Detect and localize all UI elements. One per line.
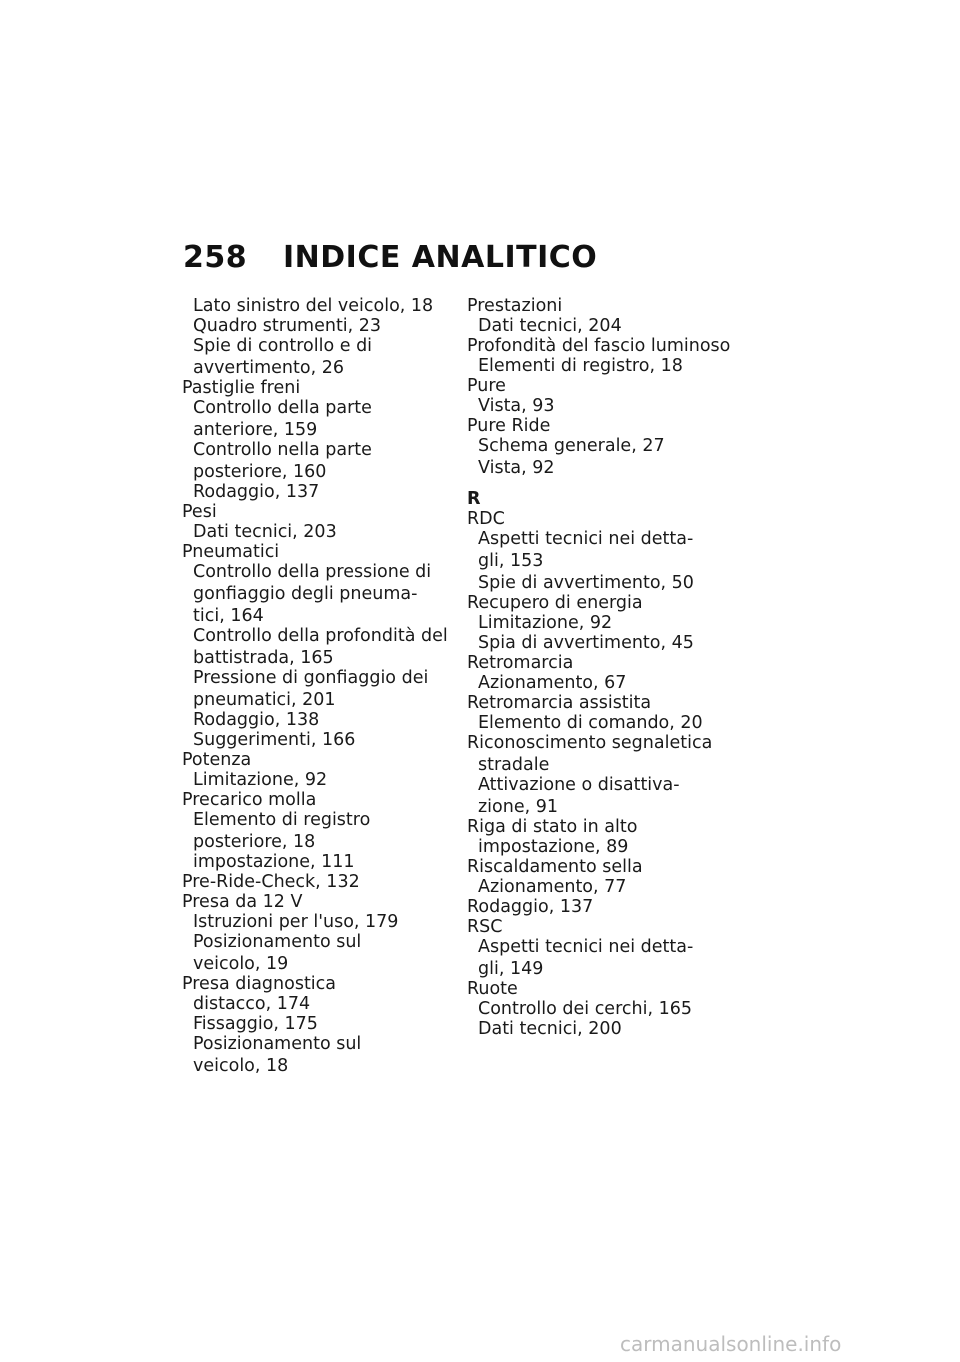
index-subentry: Dati tecnici, 204 [478,316,622,336]
index-subentry: Azionamento, 77 [478,877,627,897]
index-term: Pre-Ride-Check, 132 [182,872,360,892]
index-letter-heading: R [467,489,481,509]
index-subentry: Posizionamento sul [193,932,362,952]
index-subentry: Aspetti tecnici nei detta- [478,529,694,549]
index-subentry: Rodaggio, 137 [193,482,320,502]
index-subentry: Controllo della profondità del [193,626,448,646]
index-subentry: Posizionamento sul [193,1034,362,1054]
index-subentry: Attivazione o disattiva- [478,775,680,795]
index-subentry: Elemento di comando, 20 [478,713,703,733]
index-subentry: Lato sinistro del veicolo, 18 [193,296,434,316]
index-subentry: distacco, 174 [193,994,311,1014]
index-subentry: posteriore, 160 [193,462,327,482]
index-subentry: gonfiaggio degli pneuma- [193,584,418,604]
index-term: Riconoscimento segnaletica [467,733,713,753]
index-subentry: Limitazione, 92 [478,613,613,633]
index-term: Precarico molla [182,790,317,810]
index-subentry: tici, 164 [193,606,264,626]
index-subentry: Dati tecnici, 200 [478,1019,622,1039]
index-subentry: Suggerimenti, 166 [193,730,356,750]
index-term: Potenza [182,750,252,770]
index-subentry: Rodaggio, 138 [193,710,320,730]
index-subentry: Aspetti tecnici nei detta- [478,937,694,957]
index-subentry: Dati tecnici, 203 [193,522,337,542]
index-subentry: Controllo della parte [193,398,372,418]
index-subentry: zione, 91 [478,797,559,817]
index-term: RDC [467,509,505,529]
index-subentry: impostazione, 111 [193,852,355,872]
index-subentry: veicolo, 19 [193,954,289,974]
index-subentry: Istruzioni per l'uso, 179 [193,912,399,932]
index-term: Rodaggio, 137 [467,897,594,917]
page-header [183,240,597,275]
index-subentry: Vista, 93 [478,396,555,416]
index-term: Ruote [467,979,518,999]
index-subentry: Controllo della pressione di [193,562,432,582]
index-subentry: Spie di controllo e di [193,336,373,356]
index-term: Recupero di energia [467,593,643,613]
index-subentry: anteriore, 159 [193,420,318,440]
index-subentry: Elemento di registro [193,810,371,830]
index-subentry: Spie di avvertimento, 50 [478,573,694,593]
index-subentry: Vista, 92 [478,458,555,478]
index-term: Pneumatici [182,542,280,562]
index-subentry: Fissaggio, 175 [193,1014,318,1034]
index-term: RSC [467,917,503,937]
index-term: Pesi [182,502,217,522]
index-subentry: pneumatici, 201 [193,690,336,710]
index-subentry: Azionamento, 67 [478,673,627,693]
index-subentry: Limitazione, 92 [193,770,328,790]
index-subentry: Controllo nella parte [193,440,372,460]
index-subentry: Elementi di registro, 18 [478,356,683,376]
page-number: 258 [183,240,248,275]
index-column-left [182,296,452,1076]
index-term: Riscaldamento sella [467,857,643,877]
index-subentry: impostazione, 89 [478,837,629,857]
index-subentry: avvertimento, 26 [193,358,344,378]
index-subentry: posteriore, 18 [193,832,316,852]
index-term: Profondità del fascio luminoso [467,336,731,356]
index-subentry: Controllo dei cerchi, 165 [478,999,692,1019]
index-term: Presa diagnostica [182,974,337,994]
index-subentry: Spia di avvertimento, 45 [478,633,694,653]
index-subentry: gli, 153 [478,551,544,571]
index-term: Riga di stato in alto [467,817,638,837]
index-subentry: gli, 149 [478,959,544,979]
index-term: Pure [467,376,506,396]
index-subentry: veicolo, 18 [193,1056,289,1076]
index-column-right [467,296,747,1039]
index-term: Prestazioni [467,296,563,316]
index-term: Pure Ride [467,416,551,436]
page-title: INDICE ANALITICO [283,240,598,275]
index-subentry: Schema generale, 27 [478,436,665,456]
index-subentry: Pressione di gonfiaggio dei [193,668,429,688]
index-subentry: battistrada, 165 [193,648,334,668]
index-term: Pastiglie freni [182,378,301,398]
index-term: Presa da 12 V [182,892,303,912]
index-term: Retromarcia assistita [467,693,652,713]
watermark: carmanualsonline.info [620,1332,842,1356]
index-subentry: stradale [478,755,550,775]
index-subentry: Quadro strumenti, 23 [193,316,382,336]
index-term: Retromarcia [467,653,574,673]
